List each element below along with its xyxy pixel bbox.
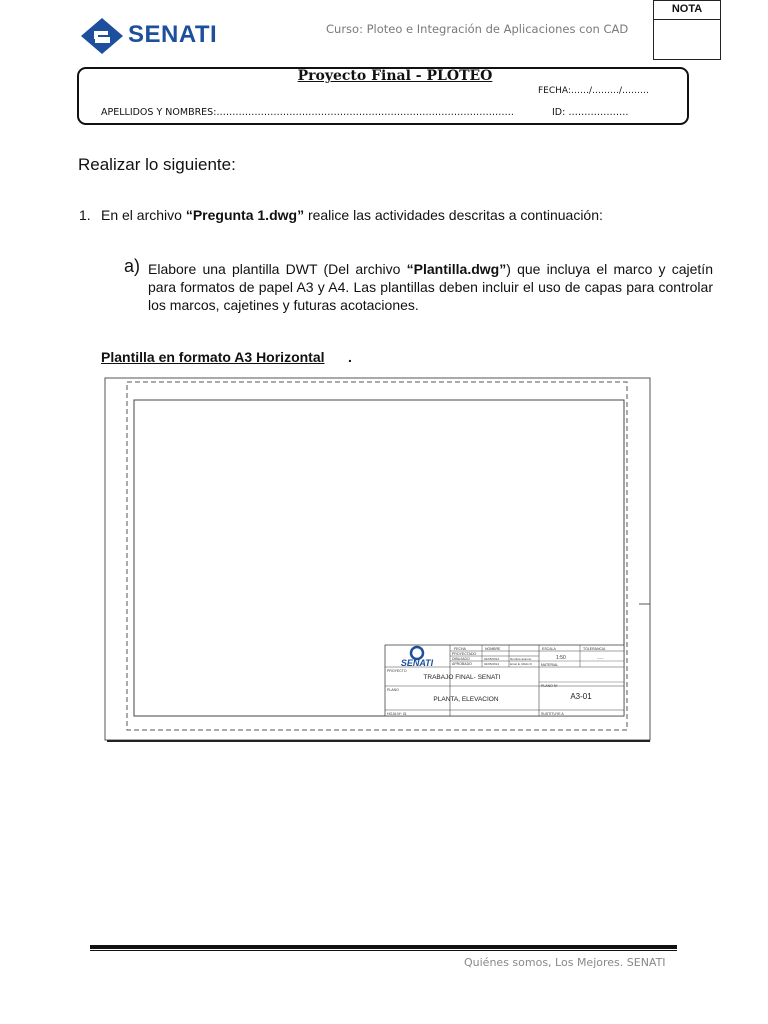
cajetin-hoja-label: HOJA Nº: 01 — [387, 712, 407, 716]
cajetin-col-escala: ESCALA — [542, 647, 556, 651]
fecha-field: FECHA:……/………/……… — [538, 86, 650, 96]
cajetin-col-fecha: FECHA — [454, 647, 466, 651]
cajetin-date2: 02/05/2014 — [484, 662, 500, 666]
senati-logo — [78, 16, 228, 56]
cajetin-proyecto-value: TRABAJO FINAL- SENATI — [423, 674, 501, 681]
plantilla-dot: . — [348, 349, 352, 365]
cajetin-logo-text: SENATI — [400, 658, 434, 668]
cajetin-row-aprobado: APROBADO — [452, 662, 472, 666]
course-title: Curso: Ploteo e Integración de Aplicaciones con CAD — [326, 22, 629, 36]
item1-suffix: realice las actividades descritas a continuación: — [304, 207, 603, 223]
cajetin-col-nombre: NOMBRE — [485, 647, 501, 651]
cajetin-date1: 02/05/2014 — [484, 657, 500, 661]
plantilla-title-text: Plantilla en formato A3 Horizontal — [101, 349, 325, 365]
cajetin-row-dibujado: DIBUJADO — [452, 657, 470, 661]
intro-text: Realizar lo siguiente: — [78, 155, 236, 174]
cajetin-row-proyectado: PROYECTADO — [452, 652, 477, 656]
nota-box — [653, 0, 721, 60]
cajetin — [385, 645, 624, 716]
apellidos-field: APELLIDOS Y NOMBRES:…………………………………………………………………………………. — [101, 107, 514, 118]
cajetin-plano-label: PLANO — [387, 688, 399, 692]
footer-rule-thin — [90, 950, 677, 951]
cajetin-proyecto-label: PROYECTO — [387, 669, 407, 673]
cajetin-name2: Ernst E. Riktiv D — [510, 662, 532, 666]
item1-number: 1. — [79, 207, 91, 223]
logo-text: SENATI — [128, 21, 218, 48]
footer-rule — [90, 945, 677, 949]
item1-file: “Pregunta 1.dwg” — [185, 207, 305, 223]
cajetin-escala-value: 1:50 — [556, 655, 566, 661]
a3-template-drawing — [104, 377, 652, 743]
footer-text: Quiénes somos, Los Mejores. SENATI — [464, 956, 666, 969]
cajetin-plano-n-value: A3-01 — [570, 692, 592, 701]
senati-logo-icon — [78, 16, 126, 56]
item1-prefix: En el archivo — [101, 207, 186, 223]
item1-text — [101, 207, 603, 223]
sub-a-suffix: ) que incluya el marco y cajetín para formatos de papel A3 y A4. Las plantillas deben incluir el uso de capas para controlar los marcos, cajetines y futuras acotaciones. — [148, 261, 713, 313]
cajetin-sustitucion-label: SUSTITUYE A — [541, 712, 564, 716]
sub-a-letter: a) — [124, 256, 141, 276]
nota-label: NOTA — [654, 1, 720, 20]
sub-a-text — [148, 260, 713, 314]
plantilla-title — [101, 349, 325, 365]
cajetin-plano-value: PLANTA, ELEVACION — [433, 696, 499, 703]
cajetin-plano-n-label: PLANO Nº — [541, 684, 558, 688]
cajetin-material-label: MATERIAL — [541, 663, 559, 667]
sub-a-prefix: Elabore una plantilla DWT (Del archivo — [148, 261, 407, 277]
cajetin-col-tolerancia: TOLERANCIA — [583, 647, 606, 651]
a3-template-svg — [104, 377, 652, 743]
project-title: Proyecto Final - PLOTEO — [297, 68, 493, 84]
sub-a-file: “Plantilla.dwg” — [406, 261, 507, 277]
cajetin-name1: Nombre alumno — [510, 657, 532, 661]
id-field: ID: ………………. — [552, 107, 629, 118]
cajetin-tolerancia-value: ----- — [597, 655, 604, 660]
